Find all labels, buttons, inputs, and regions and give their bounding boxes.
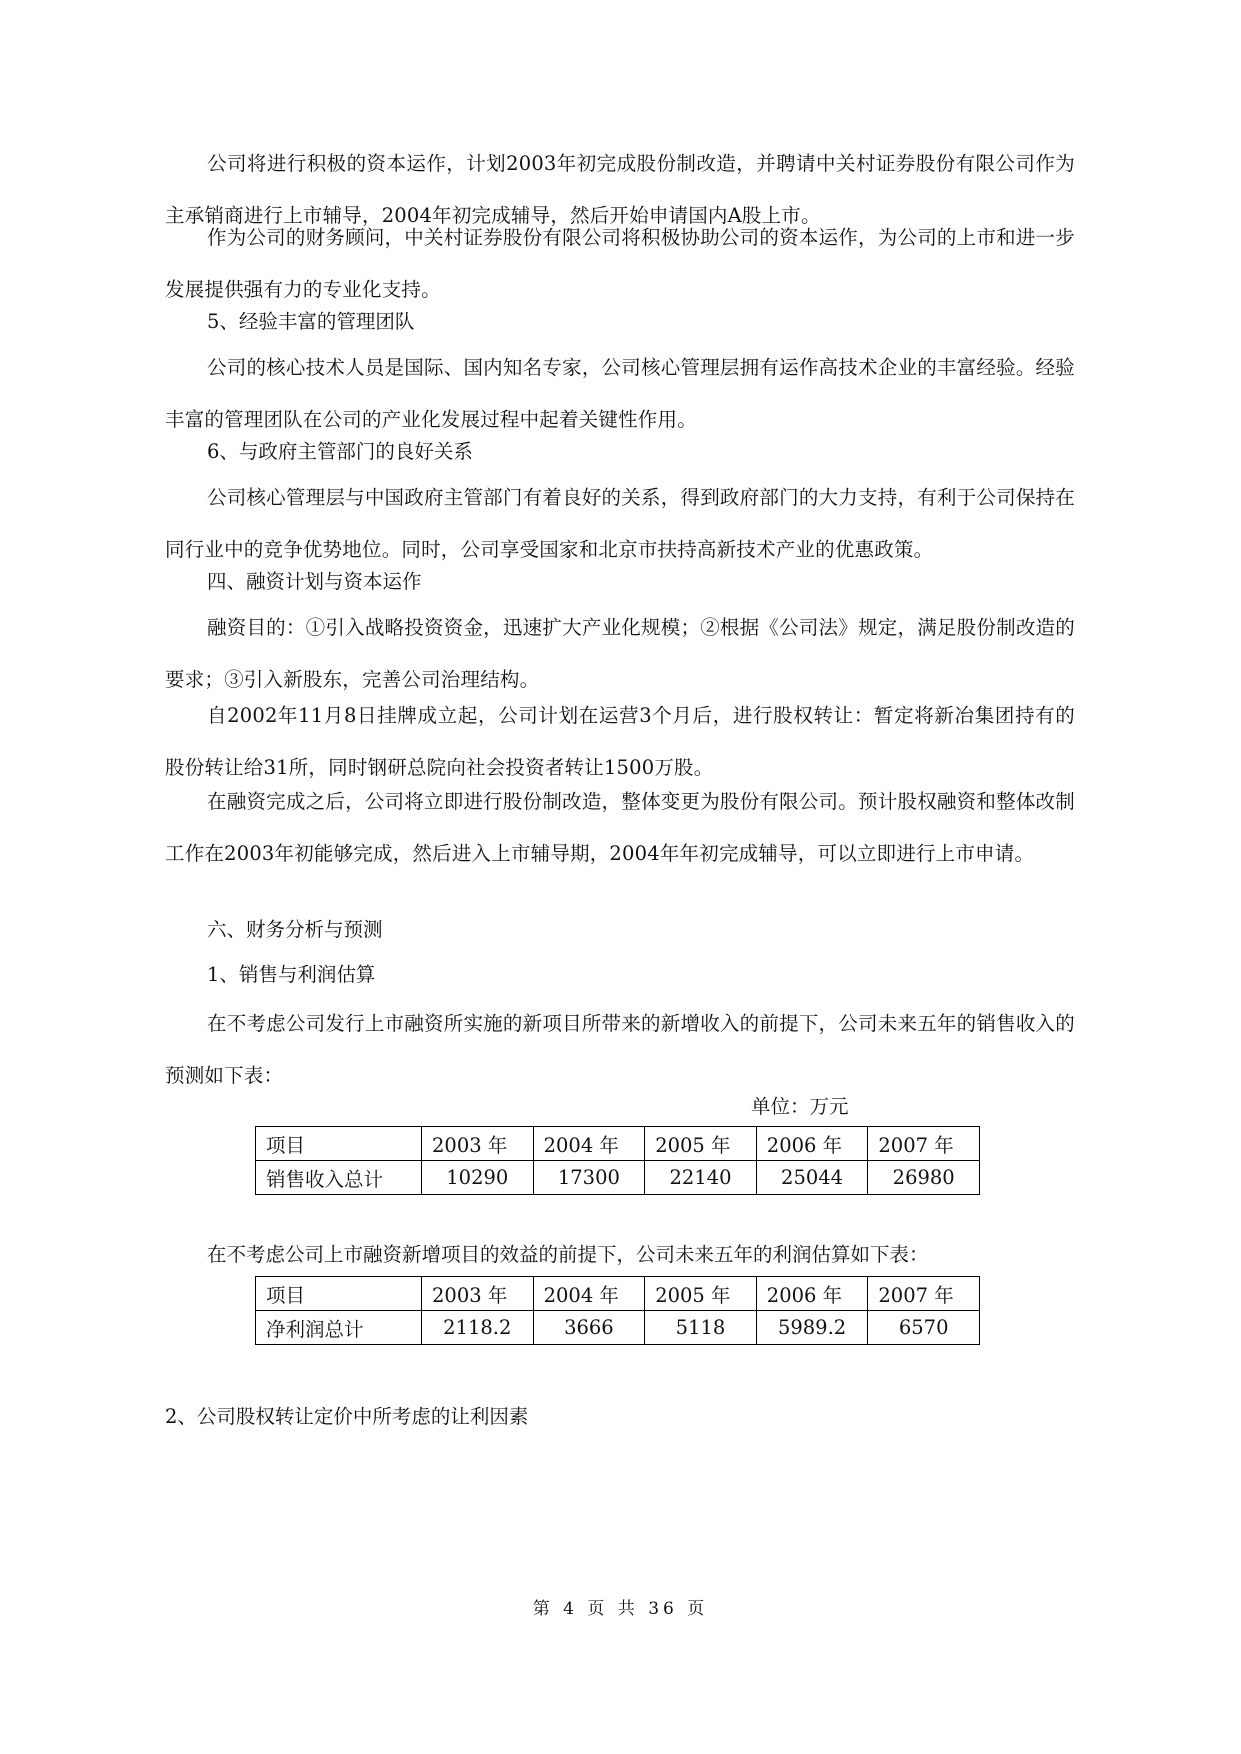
- paragraph-core-staff: 公司的核心技术人员是国际、国内知名专家，公司核心管理层拥有运作高技术企业的丰富经验。经验丰富的管理团队在公司的产业化发展过程中起着关键性作用。: [165, 356, 1075, 431]
- heading-government-relations: 6、与政府主管部门的良好关系: [207, 440, 473, 463]
- table-cell: 5989.2: [756, 1311, 868, 1345]
- table-header-cell: 2003 年: [422, 1127, 534, 1161]
- unit-label: 单位：万元: [751, 1095, 849, 1118]
- table-row-label: 净利润总计: [256, 1311, 422, 1345]
- table-header-cell: 2007 年: [868, 1277, 980, 1311]
- table-cell: 6570: [868, 1311, 980, 1345]
- heading-financing-plan: 四、融资计划与资本运作: [207, 570, 422, 593]
- paragraph-government-support: 公司核心管理层与中国政府主管部门有着良好的关系，得到政府部门的大力支持，有利于公司保持在同行业中的竞争优势地位。同时，公司享受国家和北京市扶持高新技术产业的优惠政策。: [165, 486, 1075, 561]
- profit-forecast-table: [255, 1276, 980, 1345]
- table-header-cell: 2005 年: [645, 1277, 757, 1311]
- heading-sales-profit-estimate: 1、销售与利润估算: [207, 963, 376, 986]
- table-header-cell: 项目: [256, 1127, 422, 1161]
- table-cell: 2118.2: [422, 1311, 534, 1345]
- heading-financial-analysis: 六、财务分析与预测: [207, 918, 383, 941]
- table-cell: 25044: [756, 1161, 868, 1195]
- table-cell: 3666: [533, 1311, 645, 1345]
- table-row: [256, 1311, 980, 1345]
- paragraph-profit-forecast-intro: 在不考虑公司上市融资新增项目的效益的前提下，公司未来五年的利润估算如下表：: [207, 1243, 929, 1266]
- page-footer: 第 4 页 共 36 页: [532, 1599, 709, 1619]
- table-cell: 10290: [422, 1161, 534, 1195]
- table-header-cell: 2007 年: [868, 1127, 980, 1161]
- table-header-row: [256, 1127, 980, 1161]
- table-cell: 17300: [533, 1161, 645, 1195]
- table-cell: 26980: [868, 1161, 980, 1195]
- table-header-cell: 2004 年: [533, 1277, 645, 1311]
- paragraph-restructuring: 在融资完成之后，公司将立即进行股份制改造，整体变更为股份有限公司。预计股权融资和整体改制工作在2003年初能够完成，然后进入上市辅导期，2004年年初完成辅导，可以立即进行上市申请。: [165, 790, 1075, 865]
- paragraph-equity-transfer: 自2002年11月8日挂牌成立起，公司计划在运营3个月后，进行股权转让：暂定将新冶集团持有的股份转让给31所，同时钢研总院向社会投资者转让1500万股。: [165, 704, 1075, 779]
- heading-management-team: 5、经验丰富的管理团队: [207, 310, 415, 333]
- table-cell: 5118: [645, 1311, 757, 1345]
- table-header-cell: 2005 年: [645, 1127, 757, 1161]
- table-header-cell: 2003 年: [422, 1277, 534, 1311]
- table-header-cell: 2006 年: [756, 1277, 868, 1311]
- heading-equity-pricing-factors: 2、公司股权转让定价中所考虑的让利因素: [165, 1405, 529, 1428]
- paragraph-financing-purpose: 融资目的：①引入战略投资资金，迅速扩大产业化规模；②根据《公司法》规定，满足股份制改造的要求；③引入新股东，完善公司治理结构。: [165, 616, 1075, 691]
- table-header-cell: 2004 年: [533, 1127, 645, 1161]
- paragraph-capital-operation: 公司将进行积极的资本运作，计划2003年初完成股份制改造，并聘请中关村证券股份有限公司作为主承销商进行上市辅导，2004年初完成辅导，然后开始申请国内A股上市。: [165, 152, 1075, 227]
- table-header-row: [256, 1277, 980, 1311]
- table-cell: 22140: [645, 1161, 757, 1195]
- table-header-cell: 2006 年: [756, 1127, 868, 1161]
- table-header-cell: 项目: [256, 1277, 422, 1311]
- paragraph-sales-forecast-intro: 在不考虑公司发行上市融资所实施的新项目所带来的新增收入的前提下，公司未来五年的销售收入的预测如下表：: [165, 1012, 1075, 1087]
- table-row: [256, 1161, 980, 1195]
- paragraph-financial-advisor: 作为公司的财务顾问，中关村证券股份有限公司将积极协助公司的资本运作，为公司的上市和进一步发展提供强有力的专业化支持。: [165, 226, 1075, 301]
- table-row-label: 销售收入总计: [256, 1161, 422, 1195]
- sales-forecast-table: [255, 1126, 980, 1195]
